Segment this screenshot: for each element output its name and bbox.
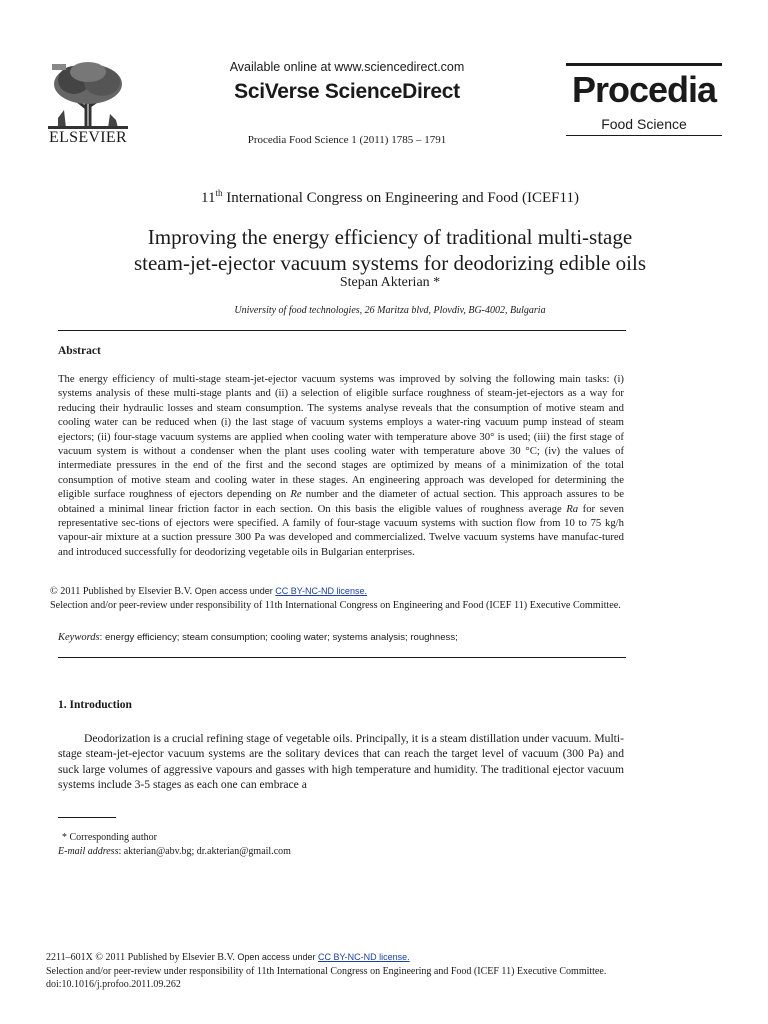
- procedia-bottom-rule: [566, 135, 722, 136]
- affiliation: University of food technologies, 26 Maritza blvd, Plovdiv, BG-4002, Bulgaria: [234, 305, 546, 316]
- journal-reference: Procedia Food Science 1 (2011) 1785 – 1791: [247, 134, 447, 146]
- email-addresses: : akterian@abv.bg; dr.akterian@gmail.com: [118, 846, 291, 857]
- title-line-2: steam-jet-ejector vacuum systems for deodorizing edible oils: [133, 251, 646, 275]
- congress-ordinal: th: [215, 188, 223, 198]
- email-note: [58, 846, 291, 857]
- footer-open-access: Open access under: [237, 952, 318, 962]
- abstract-ra-symbol: Ra: [566, 502, 579, 515]
- journal-logo-subtitle: Food Science: [601, 116, 687, 132]
- corresponding-author-note: * Corresponding author: [62, 832, 157, 843]
- keywords-label: Keywords: [58, 632, 100, 643]
- journal-logo-word: Procedia: [571, 69, 717, 110]
- abstract-part-b: number and the diameter of actual section. This approach assures to be obtained a minimal linear friction factor in each section. On this basis the eligible values of roughness average: [58, 488, 624, 515]
- abstract-text: [58, 372, 624, 559]
- keywords-line: [58, 632, 628, 643]
- license-link[interactable]: CC BY-NC-ND license.: [275, 586, 367, 596]
- open-access-text: Open access under: [194, 586, 276, 596]
- available-online-text: Available online at www.sciencedirect.com: [229, 60, 465, 74]
- footer-peer-review: Selection and/or peer-review under responsibility of 11th International Congress on Engineering and Food (ICEF 11) Executive Committee.: [46, 965, 607, 977]
- title-line-1: Improving the energy efficiency of traditional multi-stage: [147, 225, 633, 249]
- abstract-heading: Abstract: [58, 345, 101, 357]
- procedia-top-rule: [566, 63, 722, 66]
- introduction-text: Deodorization is a crucial refining stage of vegetable oils. Principally, it is a steam distillation under vacuum. Multi-stage steam-jet-ejector vacuum systems are the solitary devices that can reach the target level of vacuum (300 Pa) and suck large volumes of aggressive vapours and gasses with high temperature and humidity. The traditional ejector vacuum systems include 3-5 stages as each one can embrace a: [58, 732, 624, 792]
- congress-name: International Congress on Engineering and Food (ICEF11): [222, 190, 579, 206]
- footnote-rule: [58, 817, 116, 818]
- paper-title: [40, 224, 740, 276]
- rule-above-abstract: [58, 330, 626, 331]
- footer-doi: doi:10.1016/j.profoo.2011.09.262: [46, 979, 181, 990]
- author-name: Stepan Akterian *: [339, 275, 441, 290]
- congress-line: [50, 188, 730, 207]
- keywords-list: : energy efficiency; steam consumption; cooling water; systems analysis; roughness;: [99, 632, 458, 643]
- section-heading-introduction: 1. Introduction: [58, 699, 132, 711]
- copyright-text: © 2011 Published by Elsevier B.V.: [50, 586, 195, 597]
- footer-issn-line: [46, 951, 746, 965]
- congress-number: 11: [201, 190, 216, 206]
- abstract-part-c: for seven representative sec-tions of ejectors were specified. A family of four-stage vacuum systems with suction flow from 10 to 75 kg/h vapour-air mixture at a suction pressure 300 Pa was developed and commercialized. Twelve vacuum systems have manufac-tured and introduced successfully for deodorizing vegetable oils in Bulgarian enterprises.: [58, 502, 624, 558]
- peer-review-note: Selection and/or peer-review under responsibility of 11th International Congress on Engineering and Food (ICEF 11) Executive Committee.: [50, 600, 621, 611]
- publisher-name: ELSEVIER: [49, 129, 127, 146]
- page-footer: [46, 951, 746, 992]
- platform-name: SciVerse ScienceDirect: [234, 80, 460, 103]
- abstract-re-symbol: Re: [290, 488, 302, 501]
- footer-license-link[interactable]: CC BY-NC-ND license.: [317, 952, 410, 962]
- abstract-part-a: The energy efficiency of multi-stage steam-jet-ejector vacuum systems was improved by solving the following main tasks: (i) systems analysis of these multi-stage plants and (ii) a selection of eligible surface roughness of steam-jet-ejectors as a way for reducing their hydraulic losses and steam consumption. The systems analyse reveals that the consumption of motive steam and cooling water can be reduced when (i) the last stage of vacuum systems employs a water-ring vacuum pump instead of steam ejectors; (ii) four-stage vacuum systems are applied when cooling water with temperature above 30° is used; (iii) the first stage of vacuum system is without a condenser when the plant uses cooling water with temperature above 30 °C; (iv) the values of intermediate pressures in the end of the first and the second stages are optimized by means of a minimization of the total consumption of motive steam and cooling water in these stages. An engineering approach was developed for determining the eligible surface roughness of ejectors depending on: [58, 373, 624, 501]
- footer-issn: 2211–601X © 2011 Published by Elsevier B.V.: [46, 952, 238, 963]
- copyright-line: [50, 585, 630, 599]
- email-label: E-mail address: [58, 846, 119, 857]
- rule-below-keywords: [58, 657, 626, 658]
